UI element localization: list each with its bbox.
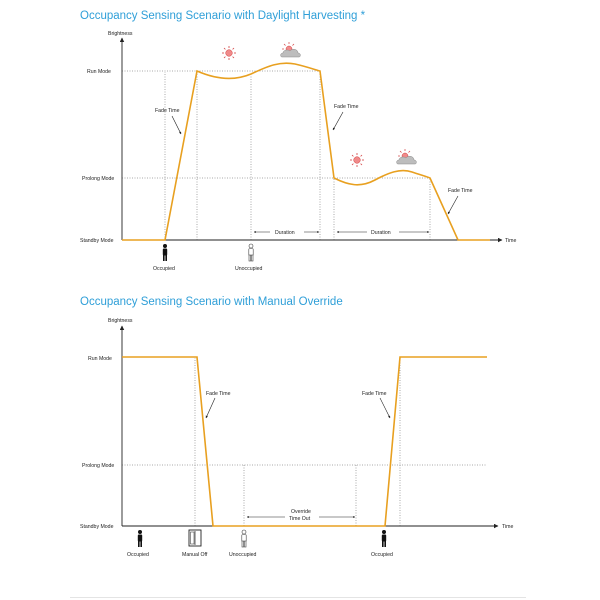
d2-override-label-2: Time Out — [289, 516, 311, 522]
d2-x-axis-label: Time — [502, 524, 514, 530]
sun-icon — [350, 153, 364, 167]
d2-event-manual-off: Manual Off — [182, 552, 208, 558]
d1-fade-label-1: Fade Time — [155, 108, 180, 114]
d1-event-unoccupied: Unoccupied — [235, 266, 263, 272]
d2-fade-label-1: Fade Time — [206, 391, 231, 397]
d2-brightness-curve — [122, 357, 487, 526]
d2-level-prolong: Prolong Mode — [82, 463, 115, 469]
switch-icon — [189, 530, 201, 546]
person-outline-icon — [242, 530, 246, 547]
diagram1-title: Occupancy Sensing Scenario with Daylight Harvesting * — [80, 10, 366, 22]
d1-duration-label-2: Duration — [371, 230, 391, 236]
d1-level-run: Run Mode — [87, 69, 111, 75]
d2-y-axis-label: Brightness — [108, 318, 133, 324]
d1-y-axis-label: Brightness — [108, 31, 133, 37]
d1-fade-label-3: Fade Time — [448, 188, 473, 194]
person-dark-icon — [163, 244, 167, 261]
person-dark-icon — [382, 530, 386, 547]
d2-fade-label-2: Fade Time — [362, 391, 387, 397]
d2-event-occupied-1: Occupied — [127, 552, 149, 558]
d2-guides — [122, 358, 487, 526]
person-outline-icon — [249, 244, 253, 261]
d1-level-standby: Standby Mode — [80, 238, 114, 244]
diagram2-title: Occupancy Sensing Scenario with Manual Override — [80, 296, 343, 308]
d1-fade-label-2: Fade Time — [334, 104, 359, 110]
d1-event-occupied: Occupied — [153, 266, 175, 272]
d2-level-run: Run Mode — [88, 356, 112, 362]
d1-guides — [122, 71, 430, 240]
sun-cloud-icon — [397, 149, 417, 164]
d1-duration-label-1: Duration — [275, 230, 295, 236]
d2-event-occupied-2: Occupied — [371, 552, 393, 558]
d1-level-prolong: Prolong Mode — [82, 176, 115, 182]
d1-brightness-curve — [122, 63, 490, 240]
diagram1 — [80, 31, 516, 272]
sun-icon — [222, 46, 236, 60]
person-dark-icon — [138, 530, 142, 547]
d2-event-unoccupied: Unoccupied — [229, 552, 257, 558]
footer-divider — [70, 597, 526, 598]
d2-level-standby: Standby Mode — [80, 524, 114, 530]
d2-override-label-1: Override — [291, 509, 311, 515]
sun-cloud-icon — [281, 42, 301, 57]
d1-x-axis-label: Time — [505, 238, 517, 244]
diagram2 — [80, 318, 513, 558]
